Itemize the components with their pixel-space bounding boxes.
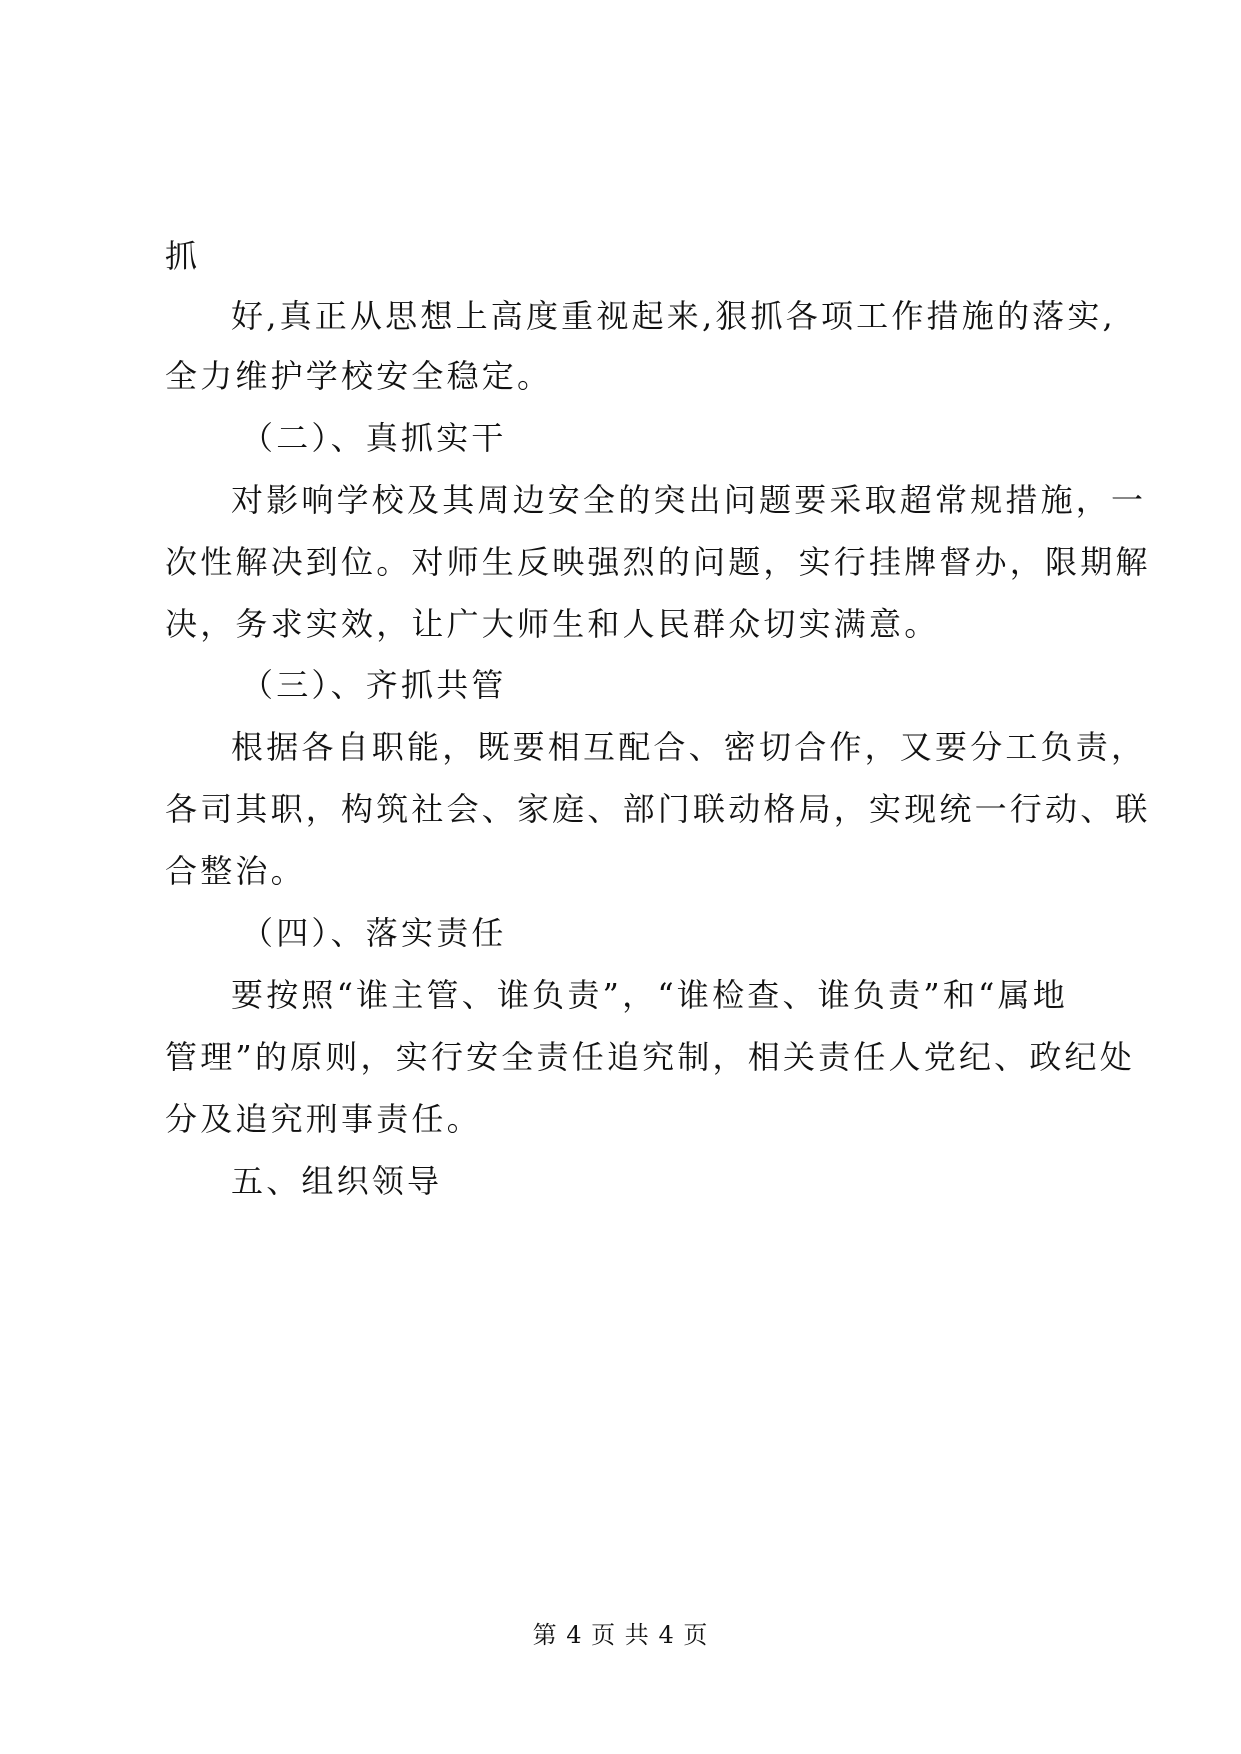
body-text-line: 抓 xyxy=(165,237,201,275)
body-text-line: 对影响学校及其周边安全的突出问题要采取超常规措施，一 xyxy=(231,481,1147,519)
section-heading: （四）、落实责任 xyxy=(241,914,507,952)
body-text-line: 管理”的原则，实行安全责任追究制，相关责任人党纪、政纪处 xyxy=(165,1038,1135,1076)
body-text-line: 好,真正从思想上高度重视起来,狠抓各项工作措施的落实, xyxy=(231,297,1116,335)
body-text-line: 各司其职，构筑社会、家庭、部门联动格局，实现统一行动、联 xyxy=(165,790,1151,828)
body-text-line: 次性解决到位。对师生反映强烈的问题，实行挂牌督办，限期解 xyxy=(165,543,1151,581)
body-text-line: 要按照“谁主管、谁负责”，“谁检查、谁负责”和“属地 xyxy=(231,976,1068,1014)
body-text-line: 根据各自职能，既要相互配合、密切合作，又要分工负责， xyxy=(231,728,1147,766)
body-text-line: 合整治。 xyxy=(165,852,306,890)
body-text-line: 全力维护学校安全稳定。 xyxy=(165,357,553,395)
section-heading: （二）、真抓实干 xyxy=(241,419,507,457)
body-text-line: 分及追究刑事责任。 xyxy=(165,1100,482,1138)
section-heading: （三）、齐抓共管 xyxy=(241,666,507,704)
body-text-line: 决，务求实效，让广大师生和人民群众切实满意。 xyxy=(165,605,940,643)
section-heading: 五、组织领导 xyxy=(231,1162,443,1200)
page-footer: 第 4 页 共 4 页 xyxy=(532,1621,709,1649)
